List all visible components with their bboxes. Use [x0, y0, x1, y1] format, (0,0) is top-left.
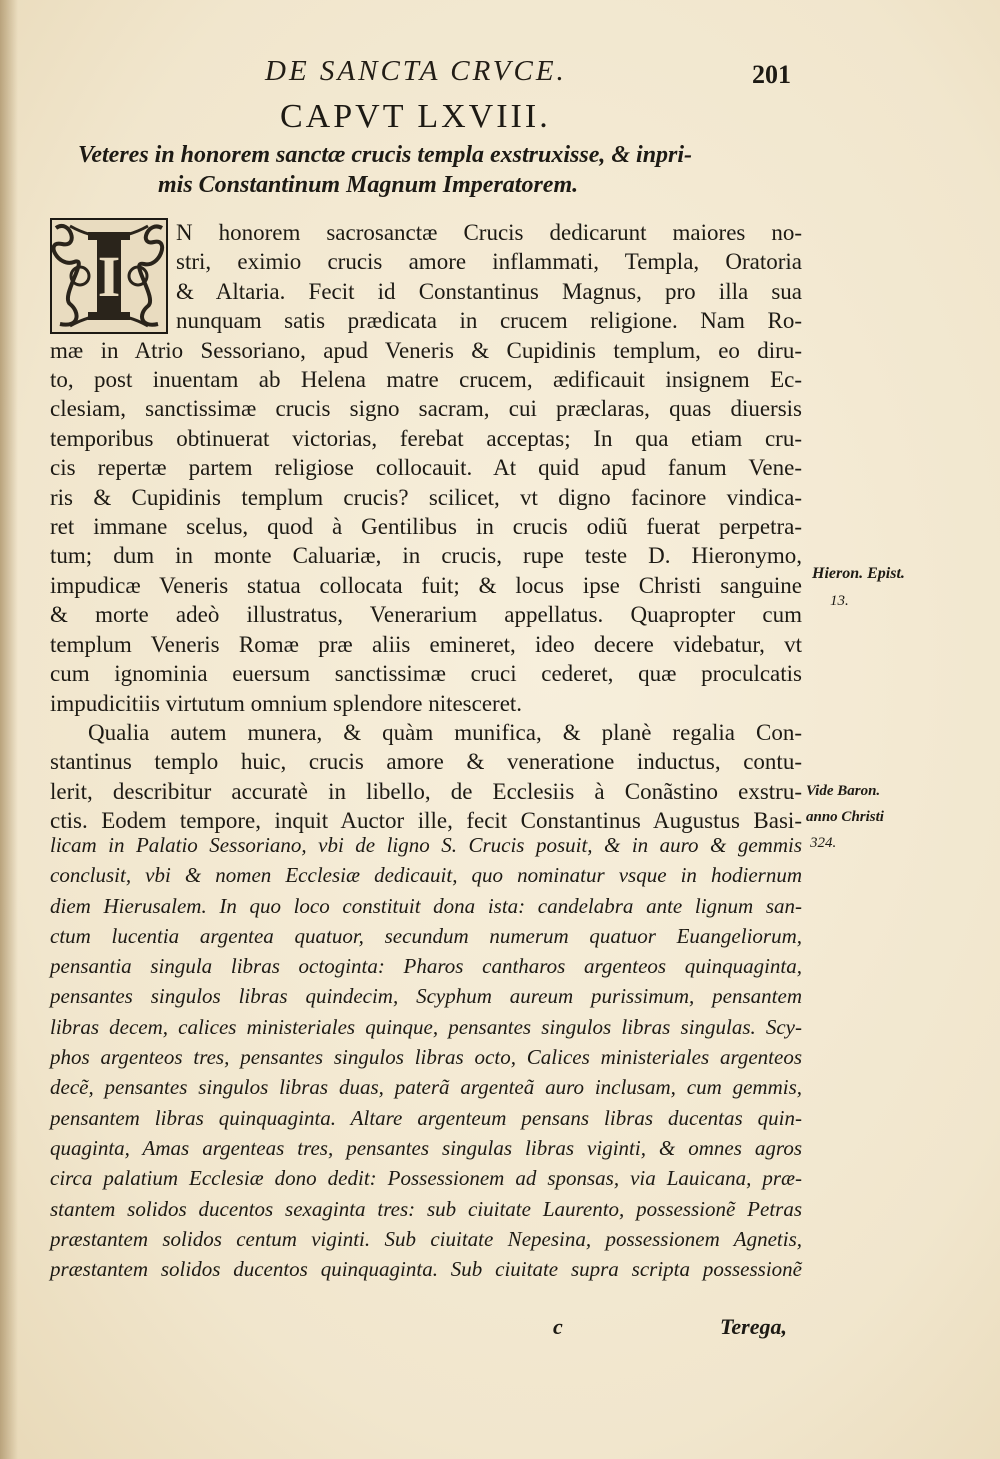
text-line: N honorem sacrosanctæ Crucis dedicarunt maiores no-: [176, 220, 802, 245]
text-line: ris & Cupidinis templum crucis? scilicet, vt digno facinore vindica-: [50, 484, 802, 510]
quote-line: stantem solidos ducentos sexaginta tres: sub ciuitate Laurento, possessionẽ Petras: [50, 1196, 802, 1221]
text-line: nunquam satis prædicata in crucem religione. Nam Ro-: [176, 308, 802, 334]
text-line: cum ignominia euersum sanctissimæ cruci cederet, quæ proculcatis: [50, 661, 802, 687]
quote-line: ctum lucentia argentea quatuor, secundum numerum quatuor Euangeliorum,: [50, 923, 802, 948]
quote-line: pensantia singula libras octoginta: Pharos cantharos argenteos quinquaginta,: [50, 954, 802, 979]
drop-cap-letter: I: [97, 244, 121, 309]
margin-note-hieronymus: Hieron. Epist.: [812, 565, 905, 582]
quote-line: phos argenteos tres, pensantes singulos libras octo, Calices ministeriales argenteos: [50, 1045, 802, 1070]
text-line: impudicæ Veneris statua collocata fuit; & locus ipse Christi sanguine: [50, 572, 802, 598]
quote-line: quaginta, Amas argenteas tres, pensantes singulas libras viginti, & omnes agros: [50, 1135, 802, 1160]
signature-mark: c: [553, 1314, 563, 1339]
text-line: clesiam, sanctissimæ crucis signo sacram, cui præclaras, quas diuersis: [50, 396, 802, 422]
margin-note-year-label: anno Christi: [806, 809, 884, 825]
text-line: lerit, describitur accuratè in libello, de Ecclesiis à Conãstino exstru-: [50, 778, 802, 804]
quote-line: decẽ, pensantes singulos libras duas, paterã argenteã auro inclusam, cum gemmis,: [50, 1075, 802, 1100]
quote-line: pensantes singulos libras quindecim, Scyphum aureum purissimum, pensantem: [50, 984, 802, 1009]
text-line: mæ in Atrio Sessoriano, apud Veneris & Cupidinis templum, eo diru-: [50, 337, 802, 363]
quote-line: circa palatium Ecclesiæ dono dedit: Possessionem ad sponsas, via Lauicana, præ-: [50, 1166, 802, 1191]
running-head: DE SANCTA CRVCE.: [265, 55, 567, 87]
text-line: impudicitiis virtutum omnium splendore nitesceret.: [50, 690, 523, 716]
page-edge-shadow: [0, 0, 18, 1459]
chapter-heading: [78, 140, 808, 200]
quote-line: diem Hierusalem. In quo loco constituit dona ista: candelabra ante lignum san-: [50, 893, 802, 918]
text-line: & Altaria. Fecit id Constantinus Magnus, pro illa sua: [176, 278, 802, 304]
quote-line: libras decem, calices ministeriales quinque, pensantes singulos libras singulas. Scy-: [50, 1014, 802, 1039]
body-text: [50, 218, 802, 836]
text-line: Qualia autem munera, & quàm munifica, & planè regalia Con-: [88, 719, 802, 745]
page-number: 201: [752, 60, 791, 89]
text-line: tum; dum in monte Caluariæ, in crucis, rupe teste D. Hieronymo,: [50, 543, 802, 569]
catchword: Terega,: [720, 1314, 788, 1339]
quoted-passage: [50, 830, 802, 1284]
chapter-title: CAPVT LXVIII.: [280, 98, 551, 135]
quote-line: præstantem solidos centum viginti. Sub ciuitate Nepesina, possessionem Agnetis,: [50, 1226, 802, 1251]
text-line: stantinus templo huic, crucis amore & veneratione inductus, contu-: [50, 749, 802, 775]
text-line: to, post inuentam ab Helena matre crucem, ædificauit insignem Ec-: [50, 367, 802, 393]
text-line: temporibus obtinuerat victorias, ferebat acceptas; In qua etiam cru-: [50, 425, 802, 451]
quote-line: pensantem libras quinquaginta. Altare argenteum pensans libras ducentas quin-: [50, 1105, 802, 1130]
text-line: ctis. Eodem tempore, inquit Auctor ille, fecit Constantinus Augustus Basi-: [50, 808, 802, 834]
text-line: templum Veneris Romæ præ aliis emineret, ideo decere videbatur, vt: [50, 631, 802, 657]
quote-line: conclusit, vbi & nomen Ecclesiæ dedicauit, quo nominatur vsque in hodiernum: [50, 863, 802, 888]
quote-line: præstantem solidos ducentos quinquaginta. Sub ciuitate supra scripta possessionẽ: [50, 1257, 802, 1282]
text-line: & morte adeò illustratus, Venerarium appellatus. Quapropter cum: [50, 602, 802, 628]
quote-line: licam in Palatio Sessoriano, vbi de ligno S. Crucis posuit, & in auro & gemmis: [50, 833, 802, 857]
margin-note-epistle-number: 13.: [830, 593, 849, 609]
chapter-heading-line-1: Veteres in honorem sanctæ crucis templa exstruxisse, & inpri-: [78, 142, 693, 168]
margin-note-baronius: Vide Baron.: [806, 783, 881, 799]
text-line: stri, eximio crucis amore inflammati, Templa, Oratoria: [176, 249, 802, 275]
text-line: cis repertæ partem religiose collocauit. At quid apud fanum Vene-: [50, 455, 802, 481]
margin-note-year: 324.: [810, 835, 837, 851]
chapter-heading-line-2: mis Constantinum Magnum Imperatorem.: [158, 172, 579, 198]
text-line: ret immane scelus, quod à Gentilibus in crucis odiũ fuerat perpetra-: [50, 514, 802, 540]
